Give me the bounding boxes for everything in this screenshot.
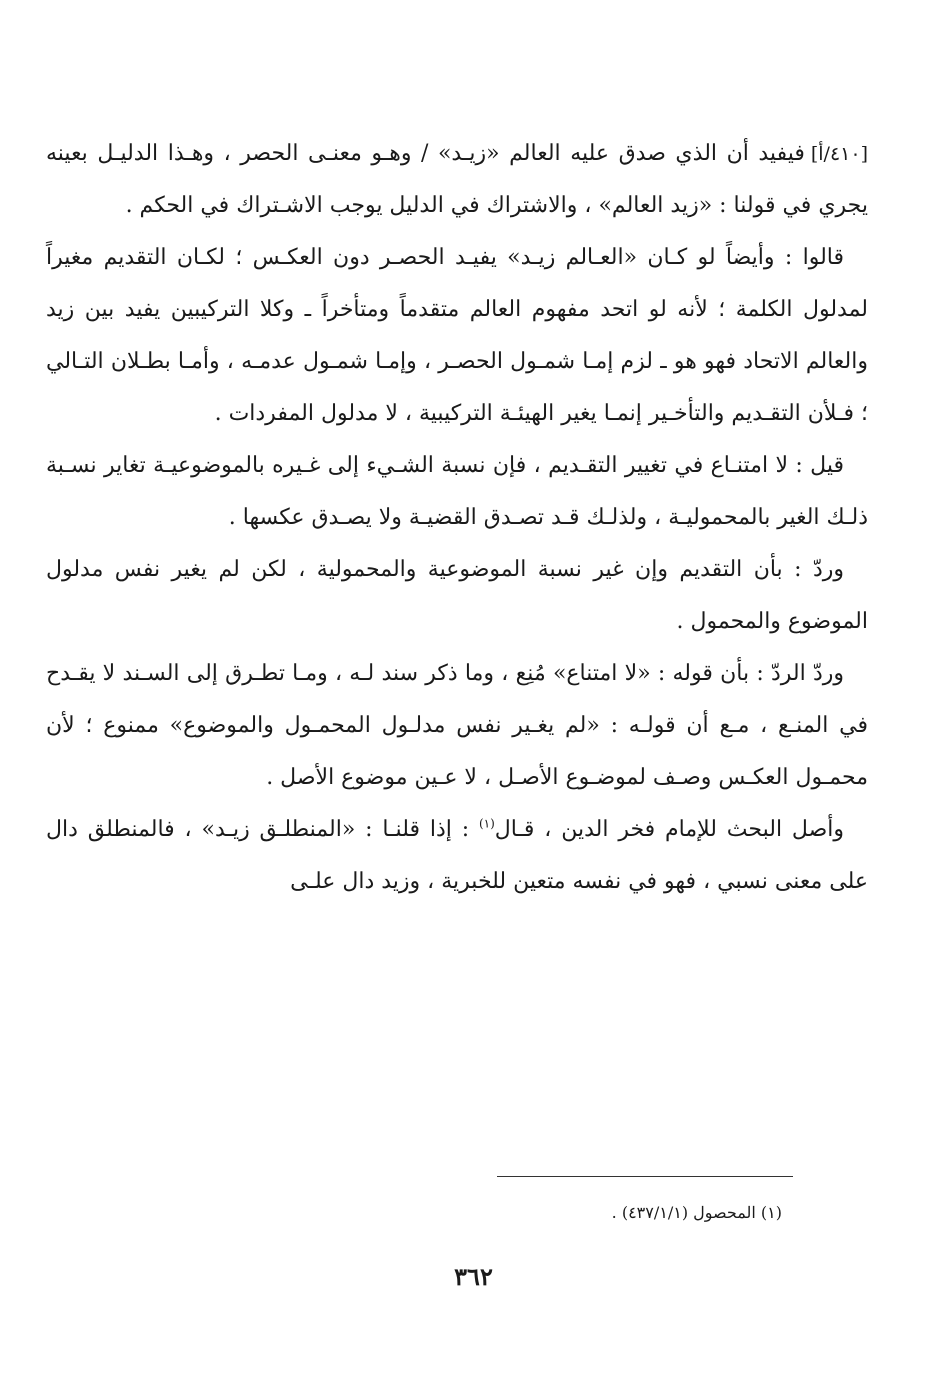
main-text (46, 128, 868, 908)
page-number: ٣٦٢ (454, 1262, 493, 1291)
manuscript-folio-marker: [٤١٠/أ] (810, 143, 868, 165)
paragraph-text: وردّ : بأن التقديم وإن غير نسبة الموضوعية والمحمولية ، لكن لم يغير نفس مدلول الموضوع والمحمول . (46, 557, 868, 634)
paragraph-2 (46, 232, 868, 440)
footnote-reference[interactable]: (١) (478, 816, 495, 831)
paragraph-6 (46, 804, 868, 908)
paragraph-1 (46, 128, 868, 232)
footnote-divider (497, 1176, 793, 1177)
paragraph-text: قيل : لا امتنـاع في تغيير التقـديم ، فإن نسبة الشـيء إلى غـيره بالموضوعيـة تغاير نسـبة ذلـك الغير بالمحموليـة ، ولذلـك قـد تصـدق القضيـة ولا يصـدق عكسها . (46, 453, 868, 530)
paragraph-3 (46, 440, 868, 544)
paragraph-text: وأصل البحث للإمام فخر الدين ، قـال (494, 817, 844, 842)
paragraph-text: : إذا قلنـا : «المنطلـق زيـد» ، فالمنطلق دال على معنى نسبي ، فهو في نفسه متعين للخبرية ، وزيد دال علـى (46, 817, 868, 894)
paragraph-4 (46, 544, 868, 648)
paragraph-text: وردّ الردّ : بأن قوله : «لا امتناع» مُنِع ، وما ذكر سند لـه ، ومـا تطـرق إلى السـند لا يقـدح في المنـع ، مـع أن قولـه : «لم يغـير نفس مدلـول المحمـول والموضوع» ممنوع ؛ لأن محمـول العكـس وصـف لموضـوع الأصـل ، لا عـين موضوع الأصل . (46, 661, 868, 790)
footnote: (١) المحصول (٤٣٧/١/١) . (611, 1203, 782, 1222)
paragraph-5 (46, 648, 868, 804)
paragraph-text: فيفيد أن الذي صدق عليه العالم «زيـد» / وهـو معنـى الحصر ، وهـذا الدليـل بعينه يجري في قولنا : «زيد العالم» ، والاشتراك في الدليل يوجب الاشـتراك في الحكم . (46, 141, 868, 218)
paragraph-text: قالوا : وأيضاً لو كـان «العـالم زيـد» يفيـد الحصـر دون العكـس ؛ لكـان التقديم مغيراً لمدلول الكلمة ؛ لأنه لو اتحد مفهوم العالم متقدماً ومتأخراً ـ وكلا التركيبين يفيد بين زيد والعالم الاتحاد فهو هو ـ لزم إمـا شمـول الحصـر ، وإمـا شمـول عدمـه ، وأمـا بطـلان التـالي ؛ فـلأن التقـديم والتأخـير إنمـا يغير الهيئـة التركيبية ، لا مدلول المفردات . (46, 245, 868, 426)
